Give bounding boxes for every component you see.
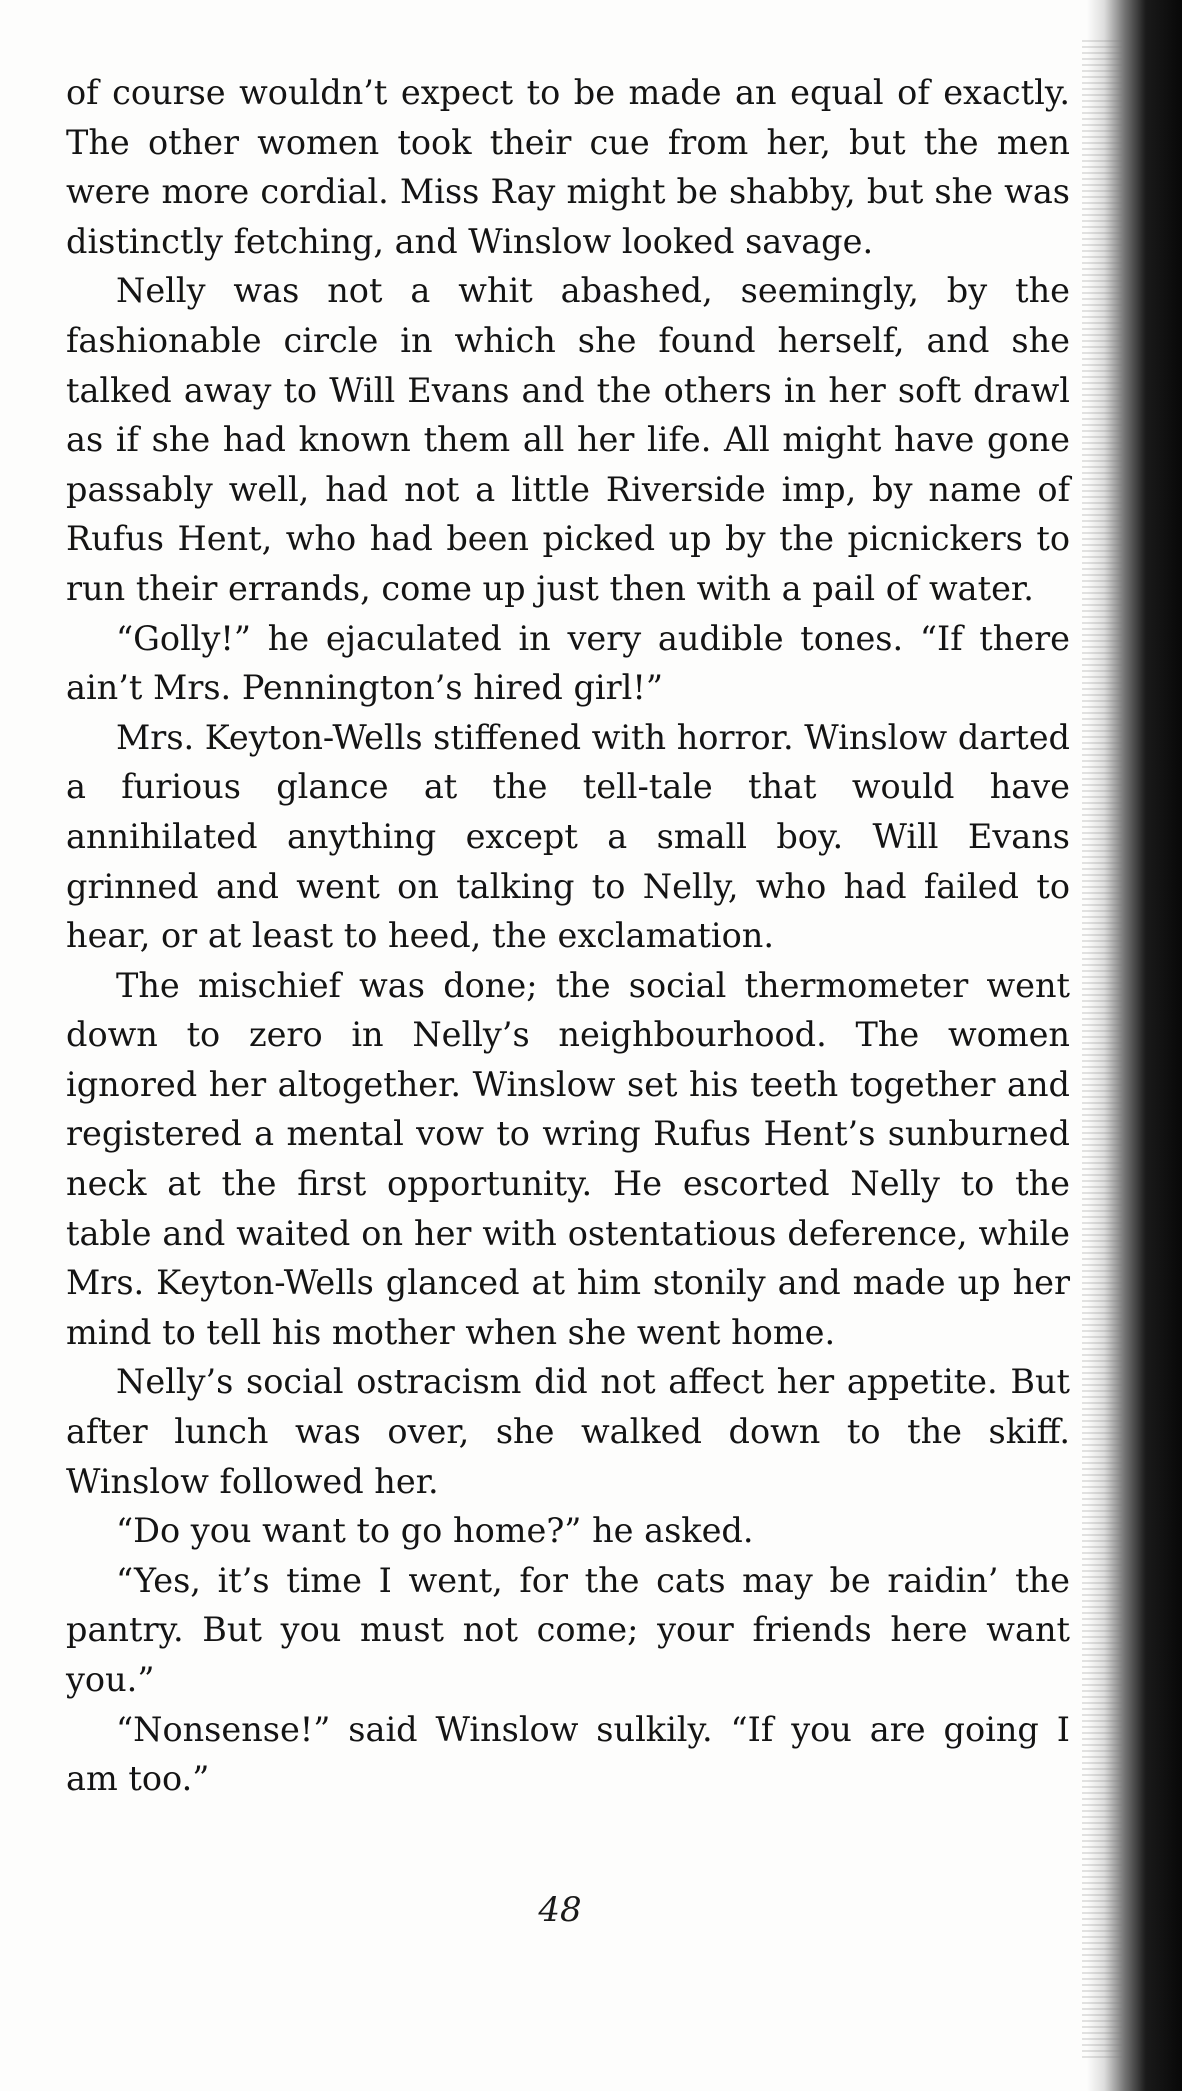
paragraph-1: of course wouldn’t expect to be made an equal of exactly. The other women took their cue from her, but the men were more cordial. Miss Ray might be shabby, but she was distinctly fetching, and Winslow looked savage. [66, 73, 1070, 261]
paragraph-3: “Golly!” he ejaculated in very audible tones. “If there ain’t Mrs. Pennington’s hired girl!” [66, 618, 1070, 708]
paragraph-4: Mrs. Keyton-Wells stiffened with horror. Winslow darted a furious glance at the tell-tale that would have annihilated anything except a small boy. Will Evans grinned and went on talking to Nelly, who had failed to hear, or at least to heed, the exclamation. [66, 717, 1070, 956]
paragraph-7: “Do you want to go home?” he asked. [116, 1511, 754, 1551]
paragraph-2: Nelly was not a whit abashed, seemingly, by the fashionable circle in which she found herself, and she talked away to Will Evans and the others in her soft drawl as if she had known them all her life. All might have gone passably well, had not a little Riverside imp, by name of Rufus Hent, who had been picked up by the picnickers to run their errands, come up just then with a pail of water. [66, 271, 1070, 608]
body-text [66, 68, 1070, 1804]
paragraph-5: The mischief was done; the social thermometer went down to zero in Nelly’s neighbourhood. The women ignored her altogether. Winslow set his teeth together and registered a mental vow to wring Rufus Hent’s sunburned neck at the first opportunity. He escorted Nelly to the table and waited on her with ostentatious deference, while Mrs. Keyton-Wells glanced at him stonily and made up her mind to tell his mother when she went home. [66, 965, 1070, 1352]
binding-texture [1082, 40, 1122, 2060]
page-number: 48 [538, 1890, 582, 1930]
paragraph-8: “Yes, it’s time I went, for the cats may be raidin’ the pantry. But you must not come; your friends here want you.” [66, 1560, 1070, 1699]
paragraph-6: Nelly’s social ostracism did not affect her appetite. But after lunch was over, she walked down to the skiff. Winslow followed her. [66, 1362, 1070, 1501]
paragraph-9: “Nonsense!” said Winslow sulkily. “If you are going I am too.” [66, 1709, 1070, 1799]
